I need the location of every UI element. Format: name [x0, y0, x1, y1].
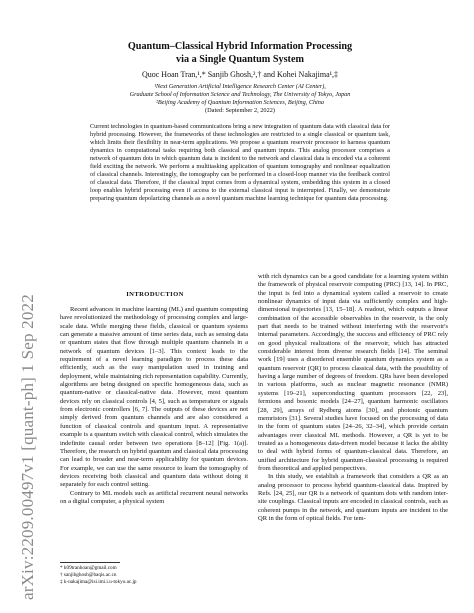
- arxiv-stamp: [18, 294, 38, 600]
- affiliation-3: ²Beijing Academy of Quantum Information Sciences, Beijing, China: [156, 99, 324, 106]
- title-line-1: Quantum–Classical Hybrid Information Processing: [127, 41, 353, 52]
- footnote-email-1[interactable]: * k09tranhoan@gmail.com: [60, 565, 117, 571]
- affiliation-2: Graduate School of Information Science and Technology, The University of Tokyo, Japan: [129, 91, 351, 98]
- footnote-email-3[interactable]: ‡ k-nakajima@isi.imi.i.u-tokyo.ac.jp: [60, 579, 137, 585]
- affiliation-1: ¹Next Generation Artificial Intelligence Research Center (AI Center),: [154, 83, 326, 90]
- footnote-email-2[interactable]: † sanjibghosh@baqis.ac.cn: [60, 572, 117, 578]
- author-list: Quoc Hoan Tran,¹,* Sanjib Ghosh,²,† and Kohei Nakajima¹,‡: [141, 70, 339, 79]
- right-column: [258, 273, 448, 523]
- paper-title: [60, 41, 420, 66]
- intro-paragraph-4: In this study, we establish a framework that considers a QR as an analog processor to process hybrid quantum-classical data. Inspired by Refs. [24, 25], our QR is a network of quantum dots with random inter-site couplings. Classical inputs are encoded in classical controls, such as coherent pumps in the network, and quantum inputs are incident to the QR in the form of optical fields. For tem-: [258, 473, 448, 522]
- section-heading-introduction: INTRODUCTION: [126, 291, 184, 298]
- footnote-divider: [60, 562, 120, 563]
- footnotes: [60, 565, 248, 586]
- affiliations: [60, 83, 420, 107]
- title-line-2: via a Single Quantum System: [176, 53, 304, 65]
- intro-paragraph-2: Contrary to ML models such as artificial recurrent neural networks on a digital computer, a physical system: [60, 489, 248, 505]
- abstract: Current technologies in quantum-based communications bring a new integration of quantum data with classical data for hybrid processing. However, the frameworks of these technologies are restricted to a single classical or quantum task, which limits their flexibility in near-term applications. We propose a quantum reservoir processor to harness quantum dynamics in computational tasks requiring both classical and quantum inputs. This analog processor comprises a network of quantum dots in which quantum data is incident to the network and classical data is encoded via a coherent field exciting the network. We perform a multitasking application of quantum tomography and nonlinear equalization of classical channels. Interestingly, the tomography can be performed in a closed-loop manner via the feedback control of classical data. Therefore, if the classical input comes from a dynamical system, embedding this system in a closed loop enables hybrid processing even if access to the external classical input is interrupted. Finally, we demonstrate preparing quantum depolarizing channels as a novel quantum machine learning technique for quantum data processing.: [90, 123, 390, 203]
- intro-paragraph-1: Recent advances in machine learning (ML) and quantum computing have revolutionized the methodology of processing complex and large-scale data. While merging these fields, classical or quantum systems can generate a massive amount of time series data, such as sensing data or quantum states that flow through multiple quantum channels in a network of quantum devices [1–3]. This context leads to the requirement of a novel learning paradigm to process these data efficiently, such as the easy manipulation used in training and deployment, while maintaining rich representation capability. Currently, algorithms are being designed on specific homogeneous data, such as quantum-native or classical-native data. However, most quantum devices rely on classical controls [4, 5], such as temperature or signals from electronic controllers [6, 7]. The outputs of these devices are not simply derived from quantum channels and are also considered a function of classical controls and quantum input. A representative example is a quantum switch with classical control, which simulates the indefinite causal order between two operations [8–12] [Fig. 1(a)]. Therefore, the research on hybrid quantum and classical data processing can lead to broader and near-term applicability for quantum devices. For example, we can use the same resource to learn the tomography of devices receiving both classical and quantum data without doing it separately for each control setting.: [60, 306, 248, 489]
- arxiv-stamp-text: arXiv:2209.00497v1 [quant-ph] 1 Sep 2022: [18, 294, 37, 600]
- dated-line: (Dated: September 2, 2022): [205, 107, 275, 114]
- left-column: [60, 306, 248, 506]
- intro-paragraph-3: with rich dynamics can be a good candidate for a learning system within the framework of physical reservoir computing (PRC) [13, 14]. In PRC, the input is fed into a dynamical system called a reservoir to create nonlinear dynamics of input data via sufficiently complex and high-dimensional trajectories [13, 15–18]. A readout, which outputs a linear combination of the accessible observables in the reservoir, is the only part that needs to be trained without interfering with the reservoir's internal parameters. Accordingly, the success and efficiency of PRC rely on good physical realizations of the reservoir, which has attracted considerable interest from diverse research fields [14]. The seminal work [19] uses a disordered ensemble quantum dynamics system as a quantum reservoir (QR) to process classical data, with the possibility of having a large number of degrees of freedom. QRs have been developed in various platforms, such as nuclear magnetic resonance (NMR) systems [19–21], superconducting quantum processors [22, 23], fermions and bosonic models [24–27], quantum harmonic oscillators [28, 29], arrays of Rydberg atoms [30], and photonic quantum memristors [31]. Several studies have focused on the processing of data in the form of quantum states [24–26, 32–34], which provide certain advantages over classical ML methods. However, a QR is yet to be treated as a homogeneous data-driven model because it lacks the ability to deal with hybrid forms of quantum-classical data. Therefore, an unified architecture for hybrid quantum-classical processing is required from theoretical and applied perspectives.: [258, 273, 448, 472]
